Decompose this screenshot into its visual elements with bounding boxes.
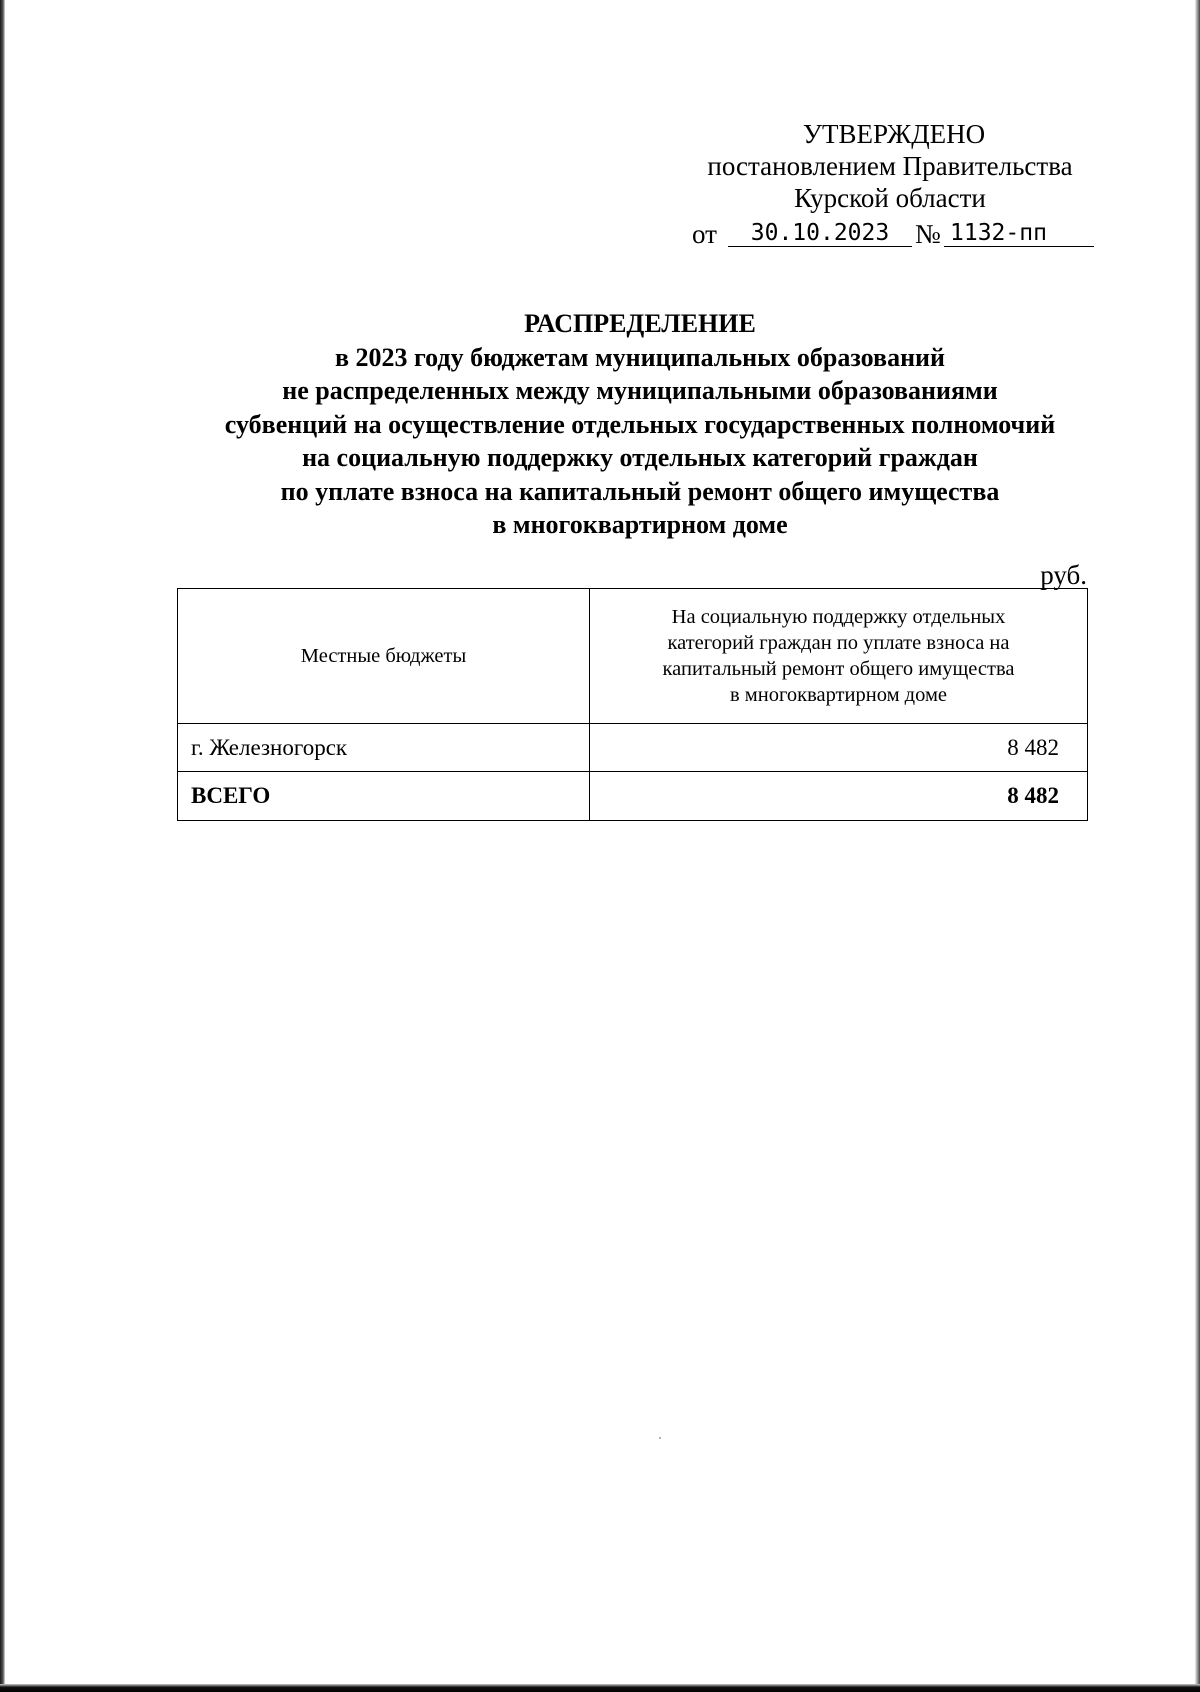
column-header-budgets: Местные бюджеты xyxy=(178,589,590,724)
number-prefix: № xyxy=(915,219,941,249)
title-line: субвенций на осуществление отдельных государственных полномочий xyxy=(224,409,1056,439)
title-heading: РАСПРЕДЕЛЕНИЕ xyxy=(524,309,756,338)
title-line: на социальную поддержку отдельных категорий граждан xyxy=(302,443,978,472)
budget-name-cell: г. Железногорск xyxy=(178,724,590,772)
column-header-line: капитальный ремонт общего имущества xyxy=(662,658,1015,680)
approval-number: 1132-пп xyxy=(944,215,1094,247)
scan-edge-bottom xyxy=(0,1684,1200,1692)
amount-cell: 8 482 xyxy=(590,724,1088,772)
document-title xyxy=(160,307,1120,542)
scan-edge-left xyxy=(0,0,5,1692)
table-row xyxy=(178,724,1088,772)
distribution-table xyxy=(177,588,1088,821)
currency-unit: руб. xyxy=(1040,560,1087,590)
scan-speck xyxy=(659,1437,661,1439)
total-label-cell: ВСЕГО xyxy=(178,772,590,821)
approval-date-number xyxy=(690,215,1090,249)
column-header-line: в многоквартирном доме xyxy=(729,684,948,706)
table-total-row xyxy=(178,772,1088,821)
title-line: по уплате взноса на капитальный ремонт общего имущества xyxy=(280,476,1000,506)
approval-line-1: постановлением Правительства xyxy=(707,151,1073,181)
scan-edge-right xyxy=(1195,0,1200,1692)
approval-date: 30.10.2023 xyxy=(728,215,912,247)
title-line: не распределенных между муниципальными образованиями xyxy=(282,376,998,405)
column-header-support xyxy=(590,589,1088,724)
total-amount-cell: 8 482 xyxy=(590,772,1088,821)
column-header-line: На социальную поддержку отдельных xyxy=(671,606,1006,628)
column-header-line: категорий граждан по уплате взноса на xyxy=(667,632,1010,654)
title-line: в многоквартирном доме xyxy=(492,510,788,539)
title-line: в 2023 году бюджетам муниципальных образований xyxy=(334,342,946,372)
date-prefix: от xyxy=(692,219,717,249)
approval-line-2: Курской области xyxy=(794,183,986,213)
approval-heading: УТВЕРЖДЕНО xyxy=(802,119,986,149)
table-header-row xyxy=(178,589,1088,724)
approval-block xyxy=(690,118,1090,214)
